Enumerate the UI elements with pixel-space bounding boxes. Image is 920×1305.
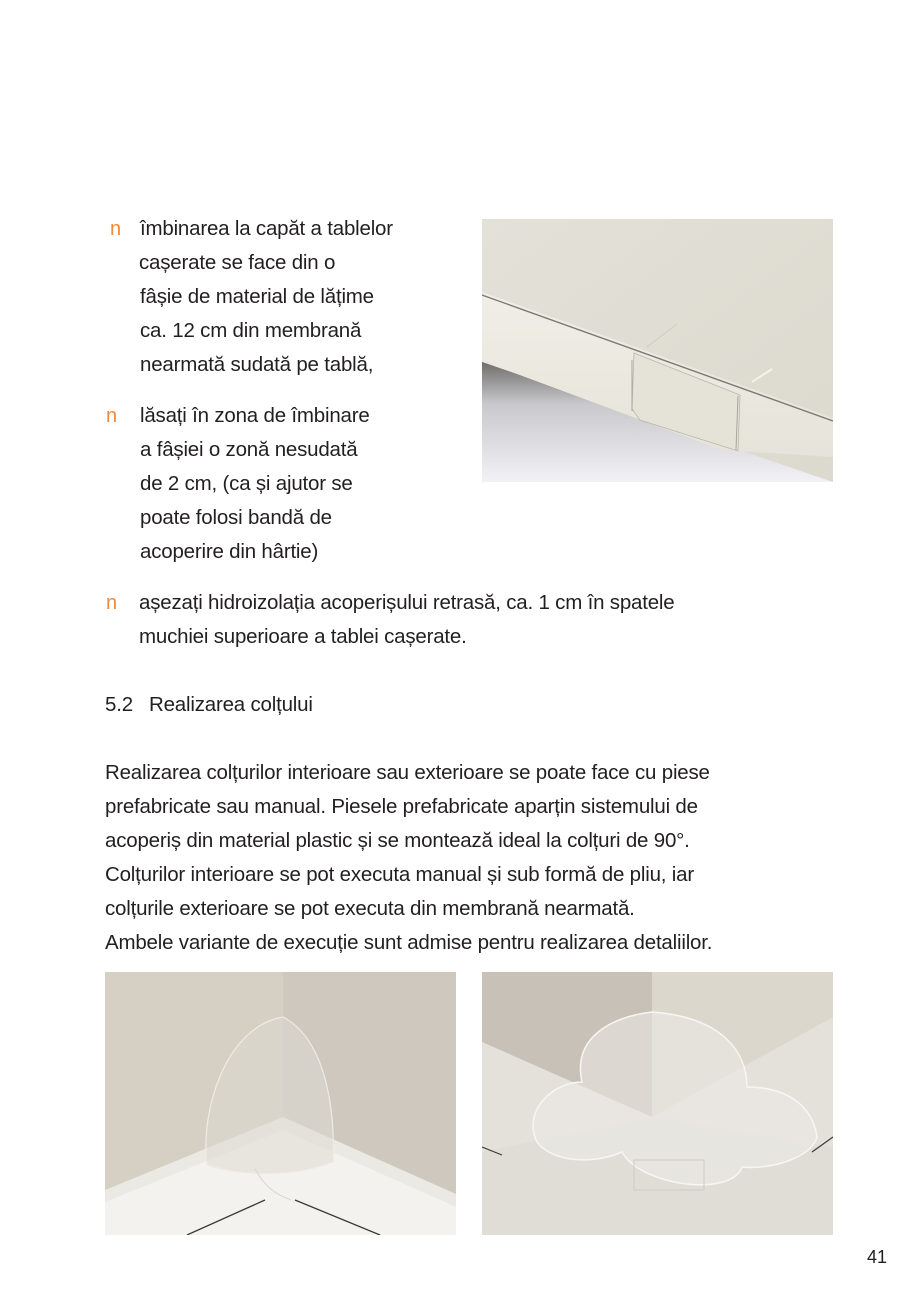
bullet-1-line-1: îmbinarea la capăt a tablelor: [140, 217, 393, 240]
bullet-2-line-2: a fâșiei o zonă nesudată: [140, 438, 358, 461]
bullet-1-line-4: ca. 12 cm din membrană: [140, 319, 362, 342]
section-number: 5.2: [105, 693, 133, 716]
paragraph-line-6: Ambele variante de execuție sunt admise pentru realizarea detaliilor.: [105, 931, 713, 954]
bullet-1-line-5: nearmată sudată pe tablă,: [140, 353, 374, 376]
paragraph-line-5: colțurile exterioare se pot executa din membrană nearmată.: [105, 897, 635, 920]
photo-inside-corner: [105, 972, 456, 1235]
paragraph-line-3: acoperiș din material plastic și se montează ideal la colțuri de 90°.: [105, 829, 690, 852]
paragraph-line-4: Colțurilor interioare se pot executa manual și sub formă de pliu, iar: [105, 863, 694, 886]
bullet-marker: n: [106, 592, 118, 614]
bullet-3-line-2: muchiei superioare a tablei cașerate.: [139, 625, 467, 648]
bullet-2-line-3: de 2 cm, (ca și ajutor se: [140, 472, 353, 495]
bullet-marker: n: [106, 405, 118, 427]
photo-sheet-joint: [482, 219, 833, 482]
bullet-marker: n: [110, 218, 122, 240]
paragraph-line-2: prefabricate sau manual. Piesele prefabricate aparțin sistemului de: [105, 795, 698, 818]
bullet-1-line-2: cașerate se face din o: [139, 251, 336, 274]
bullet-1-line-3: fâșie de material de lățime: [140, 285, 374, 308]
bullet-2-line-4: poate folosi bandă de: [140, 506, 332, 529]
section-title: Realizarea colțului: [149, 693, 313, 716]
paragraph-line-1: Realizarea colțurilor interioare sau exterioare se poate face cu piese: [105, 761, 710, 784]
bullet-2-line-5: acoperire din hârtie): [140, 540, 319, 563]
photo-outside-corner: [482, 972, 833, 1235]
bullet-2-line-1: lăsați în zona de îmbinare: [140, 404, 370, 427]
bullet-3-line-1: așezați hidroizolația acoperișului retrasă, ca. 1 cm în spatele: [139, 591, 675, 614]
page-number: 41: [866, 1247, 887, 1267]
